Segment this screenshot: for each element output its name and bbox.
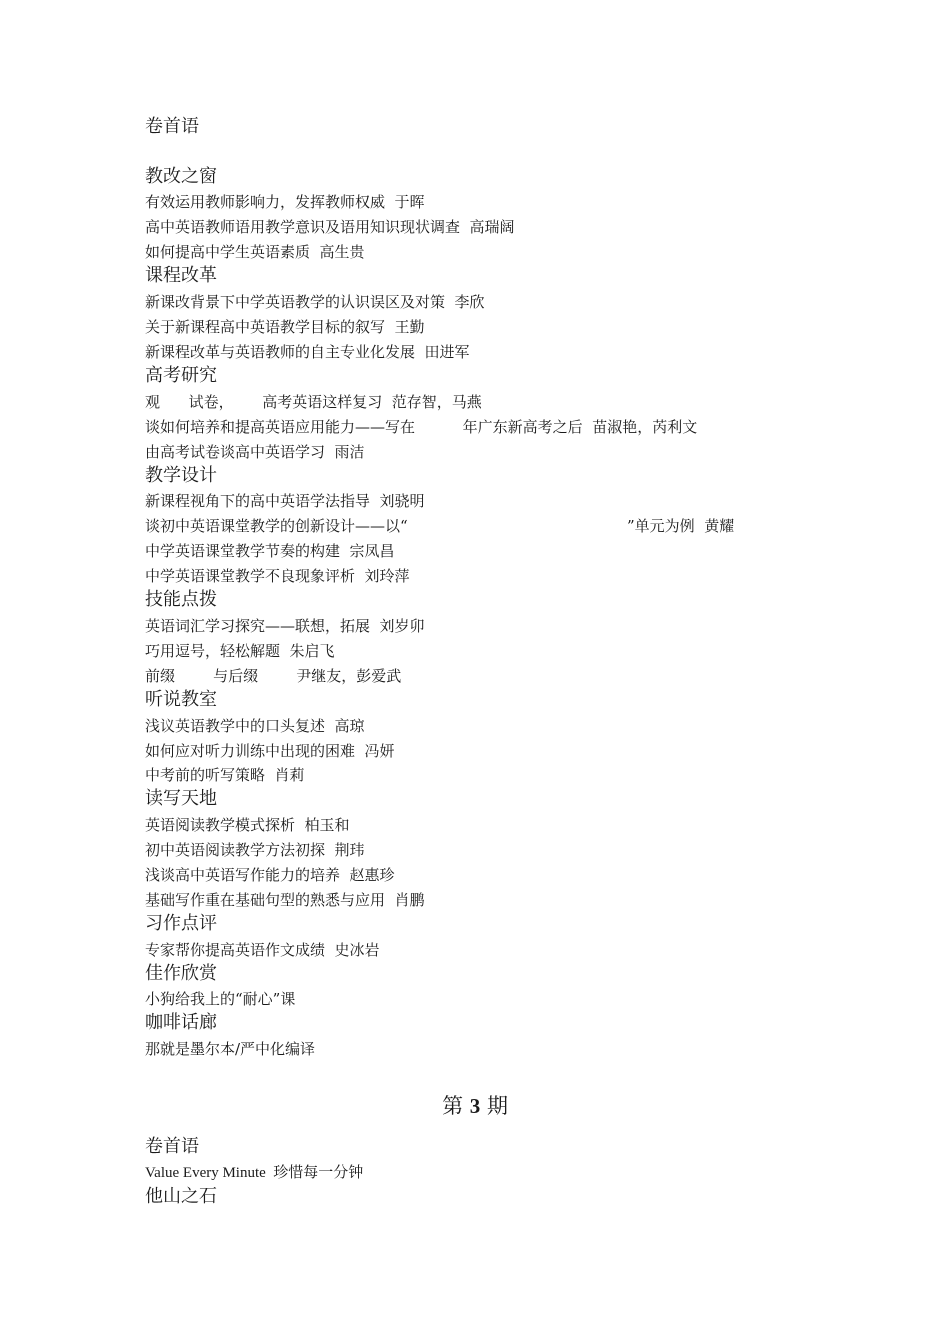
article-entry: Value Every Minute 珍惜每一分钟 (145, 1165, 364, 1181)
article-entry: 英语阅读教学模式探析 柏玉和 (145, 816, 350, 834)
article-entry: 如何应对听力训练中出现的困难 冯妍 (145, 742, 395, 760)
section-heading: 教改之窗 (145, 166, 217, 187)
article-entry: 小狗给我上的“耐心”课 (145, 990, 296, 1008)
article-entry: 浅议英语教学中的口头复述 高琼 (145, 717, 365, 735)
section-heading: 习作点评 (145, 913, 217, 934)
foreword-heading: 卷首语 (145, 1136, 199, 1157)
section-heading: 他山之石 (145, 1186, 217, 1207)
article-entry: 新课改背景下中学英语教学的认识误区及对策 李欣 (145, 293, 485, 311)
issue-title-prefix: 第 (442, 1094, 464, 1118)
issue-title-suffix: 期 (486, 1094, 508, 1118)
issue-title (0, 1096, 950, 1117)
article-entry: 前缀 与后缀 尹继友，彭爱武 (145, 667, 402, 685)
section-heading: 读写天地 (145, 788, 217, 809)
article-entry: 巧用逗号，轻松解题 朱启飞 (145, 642, 335, 660)
article-entry: 有效运用教师影响力，发挥教师权威 于晖 (145, 193, 425, 211)
article-entry: 新课程改革与英语教师的自主专业化发展 田进军 (145, 343, 470, 361)
section-heading: 高考研究 (145, 365, 217, 386)
section-heading: 听说教室 (145, 689, 217, 710)
section-heading: 课程改革 (145, 265, 217, 286)
article-entry: 专家帮你提高英语作文成绩 史冰岩 (145, 941, 380, 959)
article-entry: 浅谈高中英语写作能力的培养 赵惠珍 (145, 866, 395, 884)
article-entry: 那就是墨尔本/严中化编译 (145, 1040, 316, 1058)
article-entry: 谈初中英语课堂教学的创新设计——以“ ”单元为例 黄耀 (145, 517, 735, 535)
article-entry: 新课程视角下的高中英语学法指导 刘骁明 (145, 492, 425, 510)
section-heading: 教学设计 (145, 465, 217, 486)
issue-number: 3 (469, 1094, 481, 1118)
article-entry: 中考前的听写策略 肖莉 (145, 766, 305, 784)
foreword-heading: 卷首语 (145, 116, 199, 137)
article-entry: 由高考试卷谈高中英语学习 雨洁 (145, 443, 365, 461)
article-entry: 英语词汇学习探究——联想，拓展 刘岁卯 (145, 617, 425, 635)
section-heading: 佳作欣赏 (145, 963, 217, 984)
article-entry: 谈如何培养和提高英语应用能力——写在 年广东新高考之后 苗淑艳，芮利文 (145, 418, 698, 436)
article-entry: 初中英语阅读教学方法初探 荆玮 (145, 841, 365, 859)
article-entry: 高中英语教师语用教学意识及语用知识现状调查 高瑞阔 (145, 218, 515, 236)
article-entry: 如何提高中学生英语素质 高生贵 (145, 243, 365, 261)
article-entry: 中学英语课堂教学不良现象评析 刘玲萍 (145, 567, 410, 585)
article-entry: 中学英语课堂教学节奏的构建 宗凤昌 (145, 542, 395, 560)
article-entry: 关于新课程高中英语教学目标的叙写 王勤 (145, 318, 425, 336)
article-entry: 基础写作重在基础句型的熟悉与应用 肖鹏 (145, 891, 425, 909)
section-heading: 咖啡话廊 (145, 1012, 217, 1033)
section-heading: 技能点拨 (145, 589, 217, 610)
article-entry: 观 试卷， 高考英语这样复习 范存智，马燕 (145, 393, 482, 411)
